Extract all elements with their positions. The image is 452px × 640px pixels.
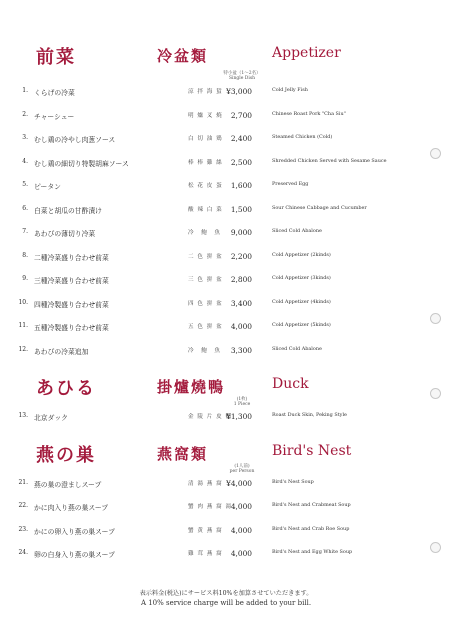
item-name-cn: 白 切 油 鶏	[188, 136, 223, 142]
item-name-jp: ピータン	[34, 183, 61, 191]
item-name-jp: チャーシュー	[34, 112, 75, 121]
item-name-cn: 二 色 拼 盆	[188, 253, 223, 260]
item-name-cn: 酸 辣 白 菜	[188, 206, 223, 213]
item-name-en: Sliced Cold Abalone	[272, 228, 322, 234]
item-price: 2,200	[230, 251, 252, 261]
appetizer-title-en: Appetizer	[272, 45, 341, 61]
menu-item	[0, 409, 452, 423]
item-name-en: Shredded Chicken Served with Sesame Sauce	[272, 157, 387, 164]
appetizer-price-note	[222, 71, 262, 81]
birds-nest-price-note	[222, 464, 262, 474]
menu-item	[0, 131, 452, 145]
punch-hole	[430, 148, 441, 159]
item-name-en: Cold Appetizer (4kinds)	[272, 298, 331, 305]
item-name-en: Roast Duck Skin, Peking Style	[272, 412, 347, 418]
item-name-jp: くらげの冷菜	[34, 89, 75, 97]
item-number: 13.	[18, 412, 28, 419]
item-name-cn: 蟹 黄 燕 窩	[188, 527, 223, 534]
menu-item	[0, 178, 452, 192]
menu-item	[0, 546, 452, 560]
birds-nest-title-cn: 燕窩類	[157, 445, 209, 463]
duck-price-note	[222, 397, 262, 407]
item-price: 4,000	[230, 322, 252, 331]
service-charge-note-en: A 10% service charge will be added to your bill.	[140, 599, 312, 607]
menu-item	[0, 499, 452, 513]
item-name-cn: 冷 鮑 魚	[188, 230, 221, 236]
item-number: 5.	[22, 181, 28, 188]
price-note-en: per Person	[229, 469, 255, 474]
menu-item	[0, 84, 452, 98]
item-name-jp: 卵の白身入り燕の巣スープ	[34, 550, 115, 559]
menu-item	[0, 249, 452, 263]
item-price: 2,700	[230, 110, 252, 120]
item-name-cn: 棒 棒 雞 絲	[188, 159, 223, 166]
item-name-jp: 燕の巣の澄ましスープ	[34, 481, 102, 489]
item-name-jp: 四種冷製盛り合わせ前菜	[34, 300, 109, 309]
item-name-jp: 北京ダック	[34, 414, 68, 422]
item-number: 22.	[18, 502, 28, 510]
item-name-cn: 清 湯 燕 窩	[188, 481, 223, 487]
menu-item	[0, 202, 452, 216]
item-name-jp: 白菜と胡瓜の甘酢漬け	[34, 206, 102, 215]
item-name-cn: 四 色 拼 盆	[188, 300, 223, 307]
item-name-en: Sour Chinese Cabbage and Cucumber	[272, 204, 367, 211]
item-number: 8.	[22, 251, 28, 259]
menu-item	[0, 476, 452, 490]
item-name-cn: 松 花 皮 蛋	[188, 183, 223, 189]
item-number: 10.	[18, 298, 28, 306]
item-price: 9,000	[230, 228, 252, 237]
appetizer-title-jp: 前菜	[36, 47, 76, 68]
item-name-en: Cold Jelly Fish	[272, 87, 308, 93]
item-name-jp: あわびの冷菜追加	[34, 347, 89, 356]
price-note-jp: (1枚)	[236, 397, 248, 402]
item-price: 2,500	[230, 157, 252, 167]
item-price: ¥3,000	[226, 87, 252, 96]
birds-nest-title-en: Bird's Nest	[272, 443, 352, 459]
item-price: 1,500	[230, 204, 252, 214]
item-name-cn: 明 爐 叉 焼	[188, 112, 223, 119]
punch-hole	[430, 313, 441, 324]
item-name-cn: 蟹 肉 燕 窩 湯	[188, 504, 233, 511]
item-name-jp: 二種冷菜盛り合わせ前菜	[34, 253, 109, 262]
appetizer-title-cn: 冷盆類	[157, 47, 209, 65]
item-name-en: Cold Appetizer (2kinds)	[272, 251, 331, 258]
item-number: 11.	[18, 322, 28, 329]
item-name-jp: かに肉入り燕の巣スープ	[34, 504, 109, 513]
price-note-jp: 特小盆（1〜2名）	[223, 71, 261, 76]
price-note-jp: (1人前)	[234, 464, 250, 469]
item-name-jp: むし鶏の冷やし肉葱ソース	[34, 136, 116, 144]
item-name-en: Bird's Nest and Crabmeat Soup	[272, 502, 351, 509]
item-number: 4.	[22, 157, 28, 165]
menu-item	[0, 319, 452, 333]
price-note-en: 1 Piece	[233, 402, 251, 407]
item-price: 3,300	[230, 345, 252, 355]
item-price: 1,600	[230, 181, 252, 190]
item-number: 6.	[22, 204, 28, 212]
menu-item	[0, 155, 452, 169]
item-name-en: Cold Appetizer (3kinds)	[272, 275, 331, 281]
duck-title-cn: 掛爐燒鴨	[157, 378, 226, 396]
item-number: 7.	[22, 228, 28, 235]
item-price: 2,400	[230, 134, 252, 143]
item-name-jp: むし鶏の細切り特製胡麻ソース	[34, 159, 129, 168]
item-name-cn: 雞 茸 燕 窩	[188, 550, 223, 557]
menu-item	[0, 108, 452, 122]
menu-item	[0, 272, 452, 286]
item-name-en: Steamed Chicken (Cold)	[272, 134, 333, 140]
item-price: 2,800	[230, 275, 252, 284]
item-name-jp: 五種冷製盛り合わせ前菜	[34, 324, 109, 332]
item-name-en: Bird's Nest and Egg White Soup	[272, 548, 353, 555]
menu-item	[0, 296, 452, 310]
price-note-en: Single Dish	[228, 76, 256, 81]
item-price: ¥1,300	[226, 412, 252, 421]
item-name-en: Bird's Nest and Crab Roe Soup	[272, 525, 350, 532]
punch-hole	[430, 388, 441, 399]
item-name-jp: かにの卵入り燕の巣スープ	[34, 527, 115, 536]
item-name-cn: 金 陵 片 皮 鴨	[188, 414, 233, 420]
item-number: 12.	[18, 345, 28, 353]
service-charge-note-jp: 表示料金(税込)にサービス料10%を加算させていただきます。	[139, 590, 313, 597]
birds-nest-title-jp: 燕の巣	[36, 445, 96, 466]
item-name-jp: 三種冷菜盛り合わせ前菜	[34, 277, 109, 285]
item-price: 3,400	[230, 298, 252, 308]
item-number: 23.	[18, 525, 28, 533]
duck-title-en: Duck	[272, 376, 309, 392]
item-number: 2.	[22, 110, 28, 118]
item-number: 24.	[18, 548, 28, 556]
item-name-cn: 三 色 拼 盆	[188, 277, 223, 283]
item-number: 21.	[18, 479, 28, 486]
item-number: 9.	[22, 275, 28, 282]
duck-title-jp: あひる	[36, 378, 96, 399]
item-price: ¥4,000	[226, 479, 252, 488]
menu-item	[0, 225, 452, 239]
item-name-cn: 冷 鮑 魚	[188, 347, 221, 354]
item-name-cn: 涼 拌 海 蜇	[188, 89, 223, 95]
menu-item	[0, 343, 452, 357]
item-name-en: Preserved Egg	[272, 181, 309, 187]
item-name-en: Sliced Cold Abalone	[272, 345, 322, 352]
item-number: 1.	[22, 87, 28, 94]
item-number: 3.	[22, 134, 28, 141]
punch-hole	[430, 542, 441, 553]
item-name-en: Bird's Nest Soup	[272, 479, 314, 485]
item-name-jp: あわびの薄切り冷菜	[34, 230, 96, 238]
menu-item	[0, 523, 452, 537]
item-price: 4,000	[230, 502, 252, 512]
item-price: 4,000	[230, 525, 252, 535]
item-name-en: Cold Appetizer (5kinds)	[272, 322, 331, 328]
item-name-cn: 五 色 拼 盆	[188, 324, 223, 330]
item-price: 4,000	[230, 548, 252, 558]
item-name-en: Chinese Roast Pork "Cha Siu"	[272, 110, 346, 117]
